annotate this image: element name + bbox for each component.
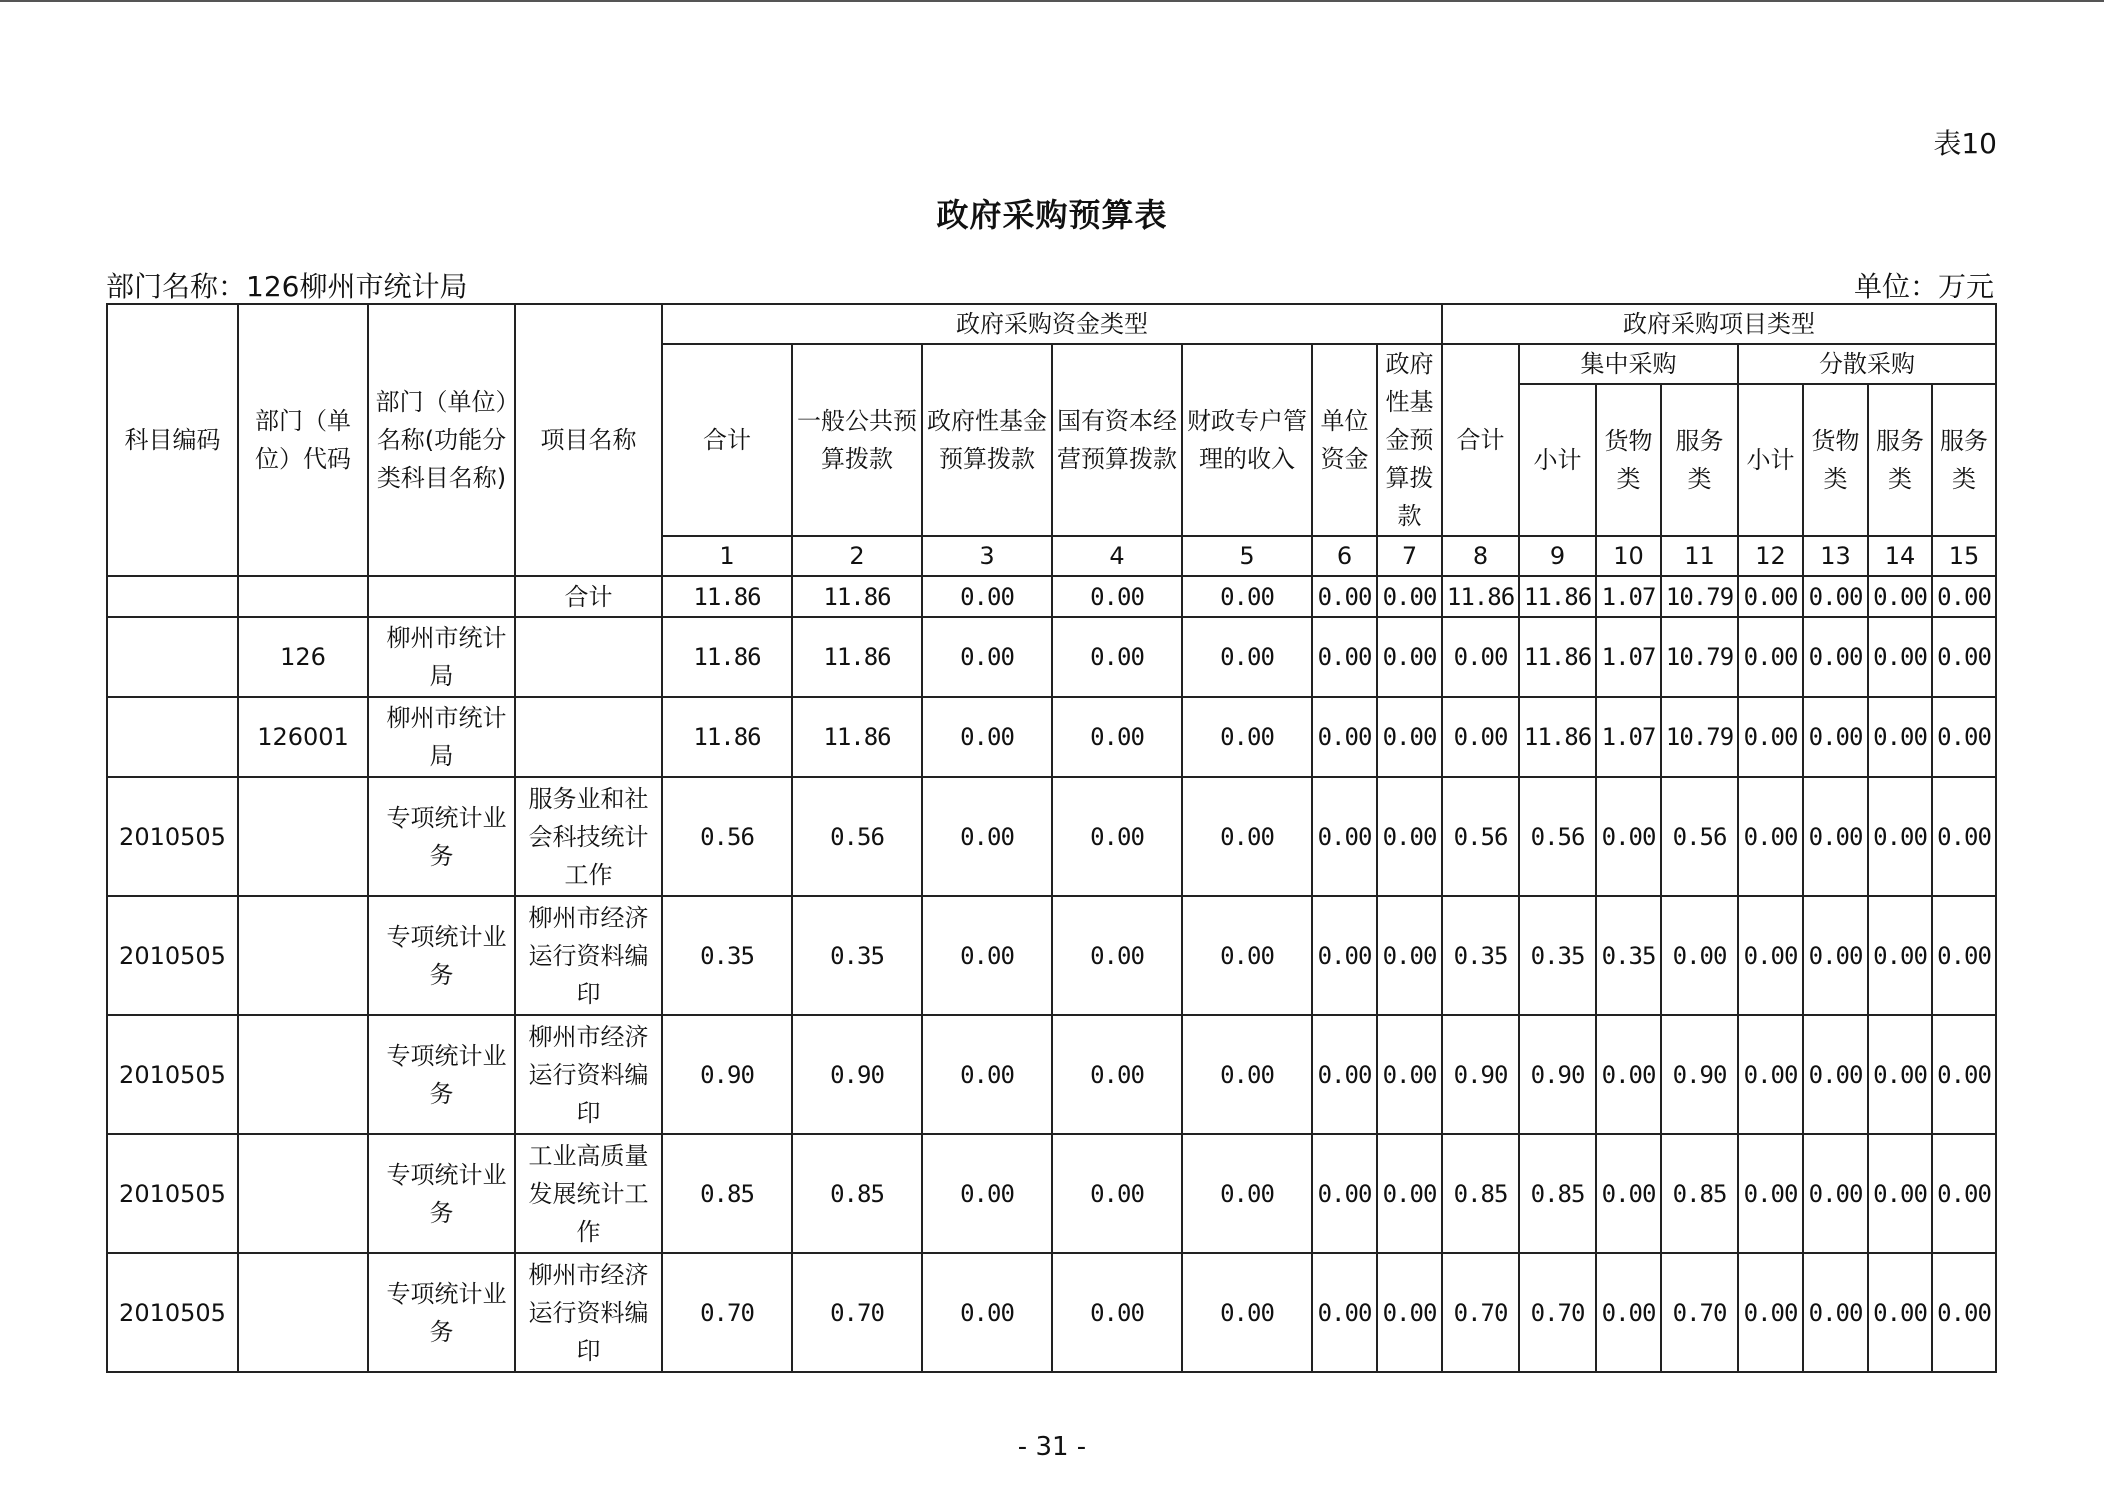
cell-value: 11.86 [1442,576,1519,617]
cell-value: 0.00 [1052,1253,1182,1372]
cell-dept-code [238,1015,368,1134]
header-state-capital: 国有资本经营预算拨款 [1052,344,1182,536]
unit-label: 单位：万元 [1853,270,1994,303]
cell-value: 0.00 [922,1015,1052,1134]
table-row [107,1253,1996,1372]
column-number: 6 [1312,536,1377,576]
cell-value: 0.90 [662,1015,792,1134]
cell-dept-code [238,1253,368,1372]
header-general-public: 一般公共预算拨款 [792,344,922,536]
column-number: 14 [1868,536,1932,576]
cell-value: 0.35 [792,896,922,1015]
header-c-service: 服务类 [1661,384,1738,536]
cell-value: 11.86 [792,576,922,617]
cell-value: 0.35 [662,896,792,1015]
cell-value: 0.00 [1182,697,1312,777]
cell-dept-code [238,777,368,896]
cell-value: 0.00 [1052,617,1182,697]
cell-value: 0.00 [1052,896,1182,1015]
cell-value: 10.79 [1661,576,1738,617]
column-number: 13 [1803,536,1868,576]
table-number: 表10 [1933,127,1997,160]
cell-value: 0.00 [1377,576,1442,617]
cell-dept-name [368,576,515,617]
cell-value: 0.00 [1738,1134,1803,1253]
cell-value: 0.00 [1596,777,1661,896]
cell-dept-code [238,896,368,1015]
cell-value: 11.86 [662,697,792,777]
cell-value: 0.00 [1182,1253,1312,1372]
header-d-subtotal: 小计 [1738,384,1803,536]
cell-value: 0.00 [1312,896,1377,1015]
cell-value: 0.90 [1519,1015,1596,1134]
cell-value: 1.07 [1596,697,1661,777]
cell-value: 0.00 [922,896,1052,1015]
cell-dept-name: 柳州市统计局 [368,617,515,697]
table-row [107,1134,1996,1253]
cell-dept-code: 126 [238,617,368,697]
column-number: 2 [792,536,922,576]
header-fiscal-special: 财政专户管理的收入 [1182,344,1312,536]
cell-value: 0.00 [1868,896,1932,1015]
cell-value: 0.00 [1932,1015,1996,1134]
header-gov-fund: 政府性基金预算拨款 [922,344,1052,536]
cell-value: 0.70 [1519,1253,1596,1372]
cell-value: 0.85 [662,1134,792,1253]
column-number: 10 [1596,536,1661,576]
cell-value: 0.00 [1182,1134,1312,1253]
cell-value: 0.00 [1596,1015,1661,1134]
cell-value: 0.00 [1738,896,1803,1015]
header-d-goods: 货物类 [1803,384,1868,536]
cell-value: 0.00 [1312,777,1377,896]
cell-value: 0.00 [1932,1253,1996,1372]
cell-value: 0.00 [1803,896,1868,1015]
header-c-subtotal: 小计 [1519,384,1596,536]
cell-value: 0.00 [1377,777,1442,896]
cell-value: 0.00 [1868,576,1932,617]
cell-subject-code [107,617,238,697]
column-number: 5 [1182,536,1312,576]
total-label: 合计 [515,576,662,617]
cell-value: 0.00 [1868,617,1932,697]
cell-value: 0.00 [1052,1015,1182,1134]
cell-value: 0.00 [922,1134,1052,1253]
cell-value: 11.86 [1519,617,1596,697]
cell-value: 1.07 [1596,617,1661,697]
cell-value: 0.00 [1377,1253,1442,1372]
cell-value: 11.86 [662,617,792,697]
header-d-service: 服务类 [1868,384,1932,536]
cell-project-name: 工业高质量发展统计工作 [515,1134,662,1253]
header-fund-total: 合计 [662,344,792,536]
cell-value: 0.00 [1738,777,1803,896]
cell-subject-code: 2010505 [107,896,238,1015]
cell-value: 0.00 [1803,617,1868,697]
cell-value: 0.00 [1312,1134,1377,1253]
header-gov-fund-budget: 政府性基金预算拨款 [1377,344,1442,536]
cell-value: 0.00 [1182,777,1312,896]
cell-value: 0.00 [1803,1015,1868,1134]
column-number: 1 [662,536,792,576]
cell-value: 0.00 [1182,576,1312,617]
cell-value: 0.56 [1661,777,1738,896]
cell-value: 0.00 [1312,697,1377,777]
cell-value: 11.86 [1519,697,1596,777]
cell-value: 0.00 [1868,1134,1932,1253]
cell-value: 0.85 [1442,1134,1519,1253]
cell-value: 0.00 [1738,1015,1803,1134]
cell-value: 0.00 [1596,1134,1661,1253]
department-label: 部门名称：126柳州市统计局 [106,270,468,303]
cell-subject-code: 2010505 [107,777,238,896]
cell-value: 0.00 [1596,1253,1661,1372]
cell-dept-name: 专项统计业务 [368,1253,515,1372]
cell-project-name: 柳州市经济运行资料编印 [515,896,662,1015]
cell-value: 0.00 [1052,697,1182,777]
cell-value: 0.70 [662,1253,792,1372]
cell-dept-code [238,576,368,617]
column-number: 7 [1377,536,1442,576]
procurement-budget-table [106,303,1997,1373]
cell-value: 0.56 [662,777,792,896]
cell-value: 0.00 [1312,617,1377,697]
cell-value: 0.35 [1596,896,1661,1015]
cell-value: 10.79 [1661,617,1738,697]
cell-value: 0.00 [1182,1015,1312,1134]
column-number: 15 [1932,536,1996,576]
table-row [107,697,1996,777]
table-row [107,617,1996,697]
cell-dept-name: 专项统计业务 [368,1015,515,1134]
cell-subject-code [107,697,238,777]
cell-subject-code: 2010505 [107,1253,238,1372]
header-centralized: 集中采购 [1519,344,1738,384]
cell-value: 0.00 [1932,1134,1996,1253]
cell-value: 0.00 [1932,896,1996,1015]
cell-value: 0.35 [1442,896,1519,1015]
cell-dept-name: 专项统计业务 [368,777,515,896]
cell-subject-code: 2010505 [107,1134,238,1253]
header-c-goods: 货物类 [1596,384,1661,536]
cell-value: 0.00 [1661,896,1738,1015]
cell-value: 0.00 [1803,777,1868,896]
cell-value: 0.70 [1661,1253,1738,1372]
cell-project-name: 服务业和社会科技统计工作 [515,777,662,896]
header-project-type: 政府采购项目类型 [1442,304,1996,344]
header-fund-type: 政府采购资金类型 [662,304,1442,344]
cell-dept-name: 专项统计业务 [368,896,515,1015]
header-proj-total: 合计 [1442,344,1519,536]
cell-value: 0.00 [1932,576,1996,617]
cell-value: 0.00 [1377,896,1442,1015]
table-row [107,1015,1996,1134]
column-number: 11 [1661,536,1738,576]
cell-value: 11.86 [1519,576,1596,617]
cell-value: 0.00 [1738,617,1803,697]
cell-value: 0.00 [1377,697,1442,777]
cell-project-name: 柳州市经济运行资料编印 [515,1015,662,1134]
cell-value: 0.00 [922,1253,1052,1372]
cell-value: 0.85 [1519,1134,1596,1253]
table-row [107,896,1996,1015]
cell-value: 0.00 [1803,576,1868,617]
cell-value: 11.86 [792,617,922,697]
cell-value: 0.85 [792,1134,922,1253]
cell-project-name: 柳州市经济运行资料编印 [515,1253,662,1372]
cell-value: 11.86 [792,697,922,777]
cell-value: 0.00 [1738,1253,1803,1372]
cell-value: 0.56 [1442,777,1519,896]
cell-value: 0.90 [1661,1015,1738,1134]
cell-value: 0.90 [1442,1015,1519,1134]
cell-value: 0.00 [1932,617,1996,697]
cell-value: 0.56 [1519,777,1596,896]
cell-value: 0.00 [1738,697,1803,777]
cell-value: 0.00 [1868,1253,1932,1372]
cell-value: 0.00 [922,576,1052,617]
table-row [107,777,1996,896]
cell-value: 0.00 [922,617,1052,697]
cell-value: 1.07 [1596,576,1661,617]
cell-subject-code [107,576,238,617]
header-project-name: 项目名称 [515,304,662,576]
cell-value: 0.56 [792,777,922,896]
column-number: 8 [1442,536,1519,576]
cell-value: 0.00 [922,697,1052,777]
cell-value: 0.00 [1932,697,1996,777]
top-border-line [0,0,2104,2]
cell-value: 0.00 [1803,1253,1868,1372]
cell-dept-code: 126001 [238,697,368,777]
header-unit-fund: 单位资金 [1312,344,1377,536]
cell-value: 11.86 [662,576,792,617]
header-dept-code: 部门（单位）代码 [238,304,368,576]
cell-project-name [515,697,662,777]
cell-value: 0.00 [1738,576,1803,617]
header-decentralized: 分散采购 [1738,344,1996,384]
header-subject-code: 科目编码 [107,304,238,576]
cell-value: 0.00 [1803,697,1868,777]
cell-value: 0.00 [1442,697,1519,777]
header-d-service-2: 服务类 [1932,384,1996,536]
cell-value: 0.70 [792,1253,922,1372]
header-dept-name: 部门（单位）名称(功能分类科目名称) [368,304,515,576]
cell-value: 0.00 [1052,1134,1182,1253]
cell-dept-name: 专项统计业务 [368,1134,515,1253]
cell-value: 0.00 [1377,1134,1442,1253]
cell-value: 0.00 [1803,1134,1868,1253]
cell-subject-code: 2010505 [107,1015,238,1134]
table-row-total [107,576,1996,617]
column-number: 3 [922,536,1052,576]
column-number: 9 [1519,536,1596,576]
cell-value: 0.00 [1377,617,1442,697]
cell-value: 0.85 [1661,1134,1738,1253]
cell-value: 0.00 [1312,1253,1377,1372]
cell-value: 0.00 [1052,777,1182,896]
cell-value: 0.00 [1312,1015,1377,1134]
cell-value: 0.70 [1442,1253,1519,1372]
cell-value: 0.00 [1868,1015,1932,1134]
page-number: - 31 - [1017,1432,1087,1462]
page-title: 政府采购预算表 [936,196,1168,234]
column-number: 4 [1052,536,1182,576]
cell-value: 0.00 [1442,617,1519,697]
cell-value: 0.00 [922,777,1052,896]
cell-value: 0.00 [1377,1015,1442,1134]
cell-value: 0.00 [1182,896,1312,1015]
cell-value: 0.35 [1519,896,1596,1015]
cell-project-name [515,617,662,697]
cell-value: 0.00 [1932,777,1996,896]
cell-value: 0.00 [1312,576,1377,617]
cell-value: 0.00 [1182,617,1312,697]
cell-dept-name: 柳州市统计局 [368,697,515,777]
column-number: 12 [1738,536,1803,576]
cell-value: 0.00 [1052,576,1182,617]
cell-value: 0.00 [1868,777,1932,896]
cell-value: 0.90 [792,1015,922,1134]
cell-dept-code [238,1134,368,1253]
cell-value: 0.00 [1868,697,1932,777]
cell-value: 10.79 [1661,697,1738,777]
